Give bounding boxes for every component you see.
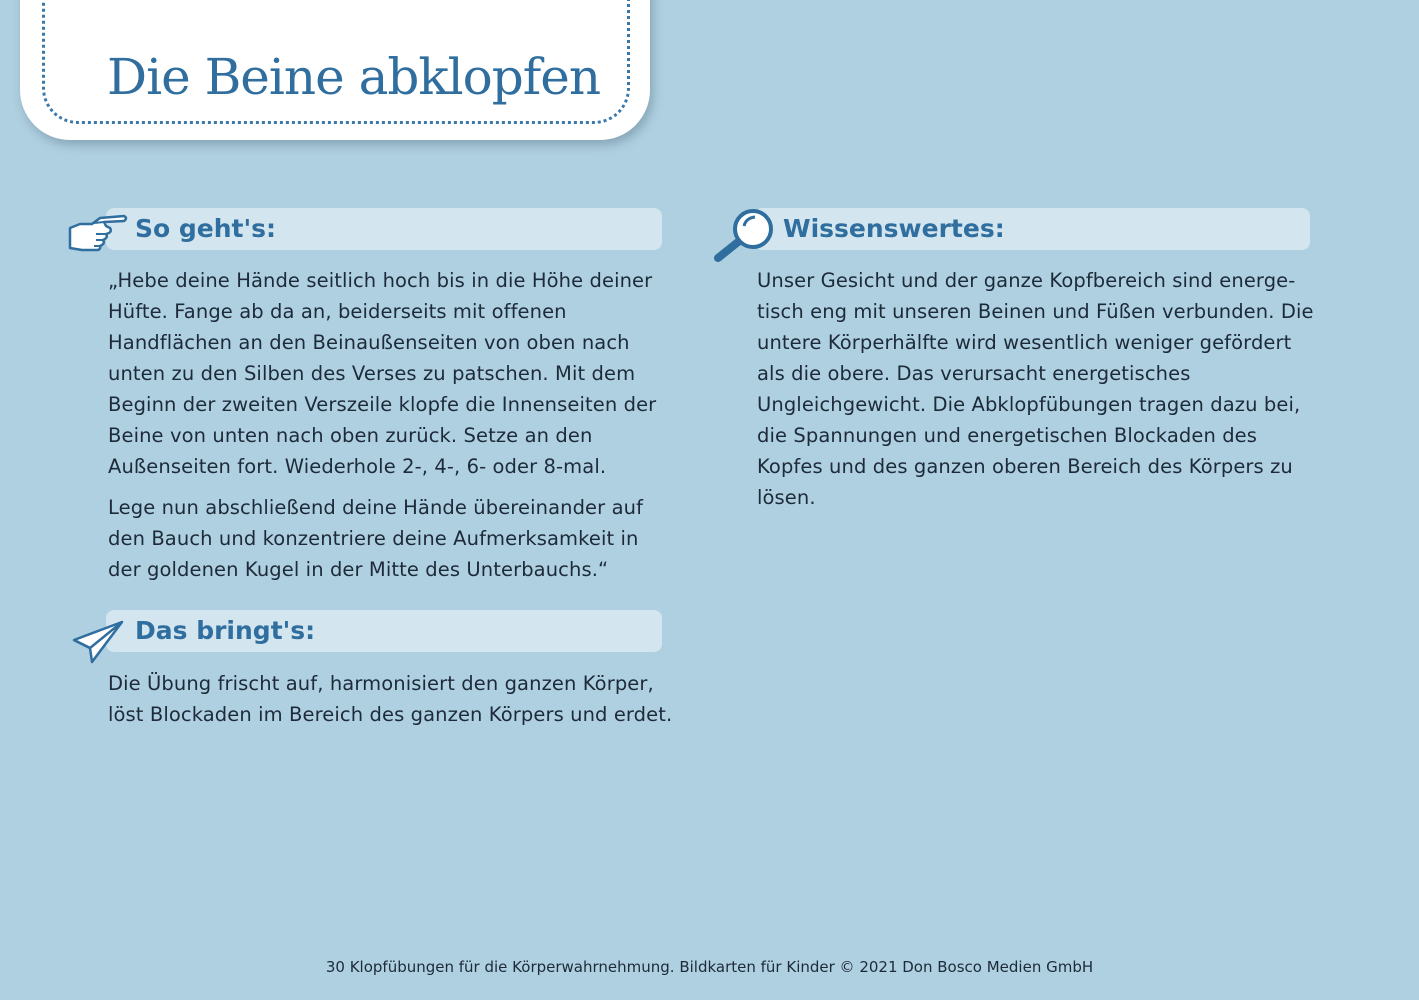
page-title: Die Beine abklopfen <box>107 48 601 106</box>
how-heading: So geht's: <box>135 214 277 243</box>
knowledge-text: Unser Gesicht und der ganze Kopfbereich sind energe-tisch eng mit unseren Beinen und Füßen verbunden. Die untere Körperhälfte wird wesentlich weniger gefördert als die obere. Das verursacht energetisches Ungleichgewicht. Die Abklopfübungen tragen dazu bei, die Spannungen und energetischen Blockaden des Kopfes und des ganzen oberen Bereich des Körpers zu lösen. <box>757 269 1314 509</box>
how-paragraph-1: „Hebe deine Hände seitlich hoch bis in die Höhe deiner Hüfte. Fange ab da an, beiderseits mit offenen Handflächen an den Beinaußenseiten von oben nach unten zu den Silben des Verses zu patschen. Mit dem Beginn der zweiten Verszeile klopfe die Innenseiten der Beine von unten nach oben zurück. Setze an den Außenseiten fort. Wiederhole 2-, 4-, 6- oder 8-mal. <box>108 269 657 478</box>
knowledge-heading: Wissenswertes: <box>783 214 1005 243</box>
footer-copyright: 30 Klopfübungen für die Körperwahrnehmung. Bildkarten für Kinder © 2021 Don Bosco Medien GmbH <box>325 958 1094 976</box>
benefit-heading: Das bringt's: <box>135 616 316 645</box>
paper-plane-icon <box>70 618 126 664</box>
how-paragraph-2: Lege nun abschließend deine Hände übereinander auf den Bauch und konzentriere deine Aufmerksamkeit in der goldenen Kugel in der Mitte des Unterbauchs.“ <box>108 496 644 581</box>
magnifier-icon <box>710 206 776 266</box>
pointing-hand-icon <box>66 212 128 256</box>
benefit-text: Die Übung frischt auf, harmonisiert den ganzen Körper, löst Blockaden im Bereich des ganzen Körpers und erdet. <box>108 672 673 726</box>
